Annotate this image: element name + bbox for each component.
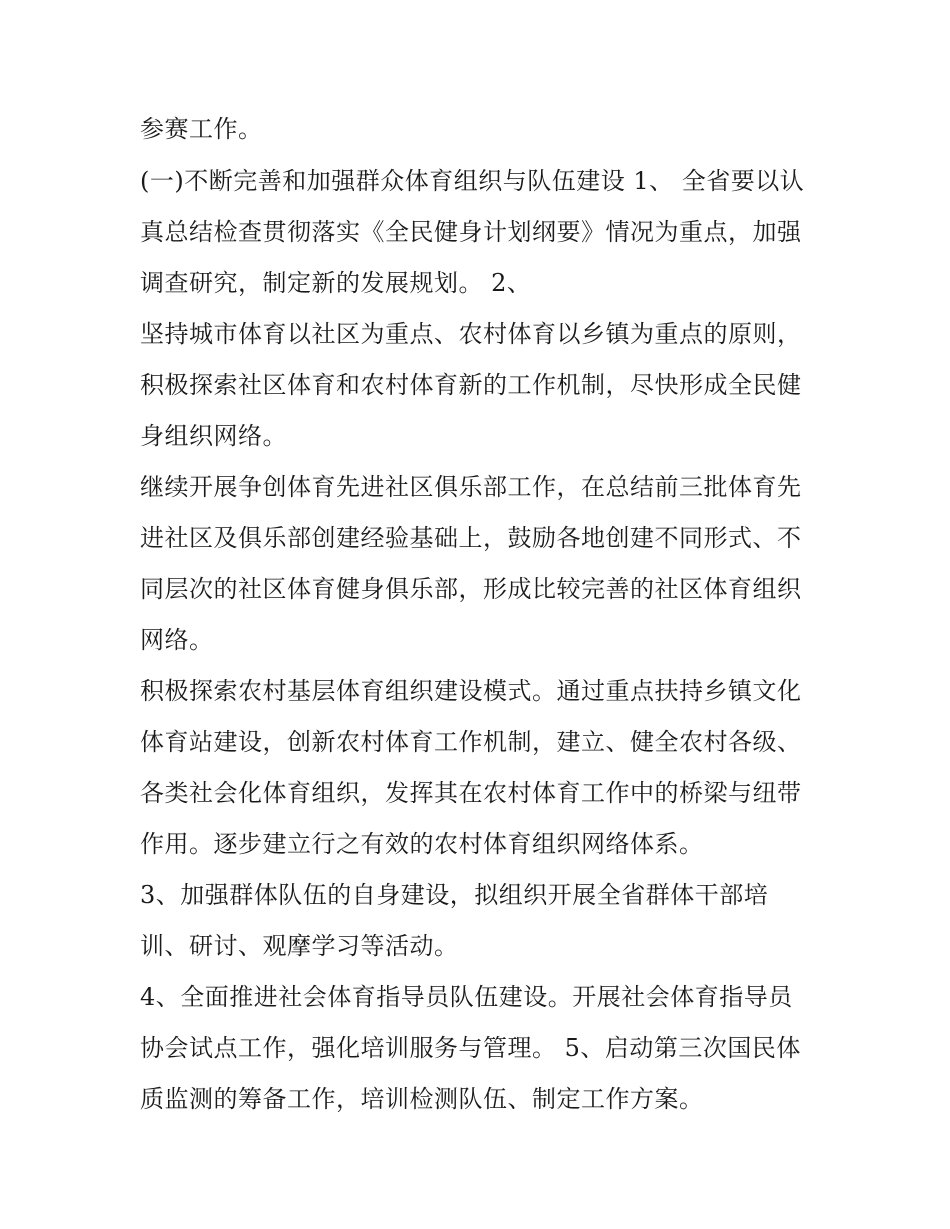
text-line: 训、研讨、观摩学习等活动。 [140, 932, 459, 960]
text-line: 真总结检查贯彻落实《全民健身计划纲要》情况为重点，加强 [140, 218, 802, 246]
text-line: 同层次的社区体育健身俱乐部，形成比较完善的社区体育组织 [140, 575, 802, 603]
text-line: 身组织网络。 [140, 422, 287, 450]
text-line: 质监测的筹备工作，培训检测队伍、制定工作方案。 [140, 1085, 704, 1113]
text-line: 坚持城市体育以社区为重点、农村体育以乡镇为重点的原则， [140, 320, 802, 348]
text-line: 各类社会化体育组织，发挥其在农村体育工作中的桥梁与纽带 [140, 779, 802, 807]
text-line: 网络。 [140, 626, 214, 654]
text-line: 积极探索农村基层体育组织建设模式。通过重点扶持乡镇文化 [140, 677, 802, 705]
text-line: 积极探索社区体育和农村体育新的工作机制，尽快形成全民健 [140, 371, 802, 399]
text-line: 体育站建设，创新农村体育工作机制，建立、健全农村各级、 [140, 728, 802, 756]
text-line: 继续开展争创体育先进社区俱乐部工作，在总结前三批体育先 [140, 473, 802, 501]
text-line: 调查研究，制定新的发展规划。 2、 [140, 269, 532, 297]
text-line: 3、加强群体队伍的自身建设，拟组织开展全省群体干部培 [140, 881, 769, 909]
text-line: 进社区及俱乐部创建经验基础上，鼓励各地创建不同形式、不 [140, 524, 802, 552]
text-line: 参赛工作。 [140, 115, 263, 143]
text-line: 作用。逐步建立行之有效的农村体育组织网络体系。 [140, 830, 704, 858]
text-line: 4、全面推进社会体育指导员队伍建设。开展社会体育指导员 [140, 983, 793, 1011]
text-line: (一)不断完善和加强群众体育组织与队伍建设 1、 全省要以认 [140, 167, 805, 195]
text-line: 协会试点工作，强化培训服务与管理。 5、启动第三次国民体 [140, 1034, 801, 1062]
